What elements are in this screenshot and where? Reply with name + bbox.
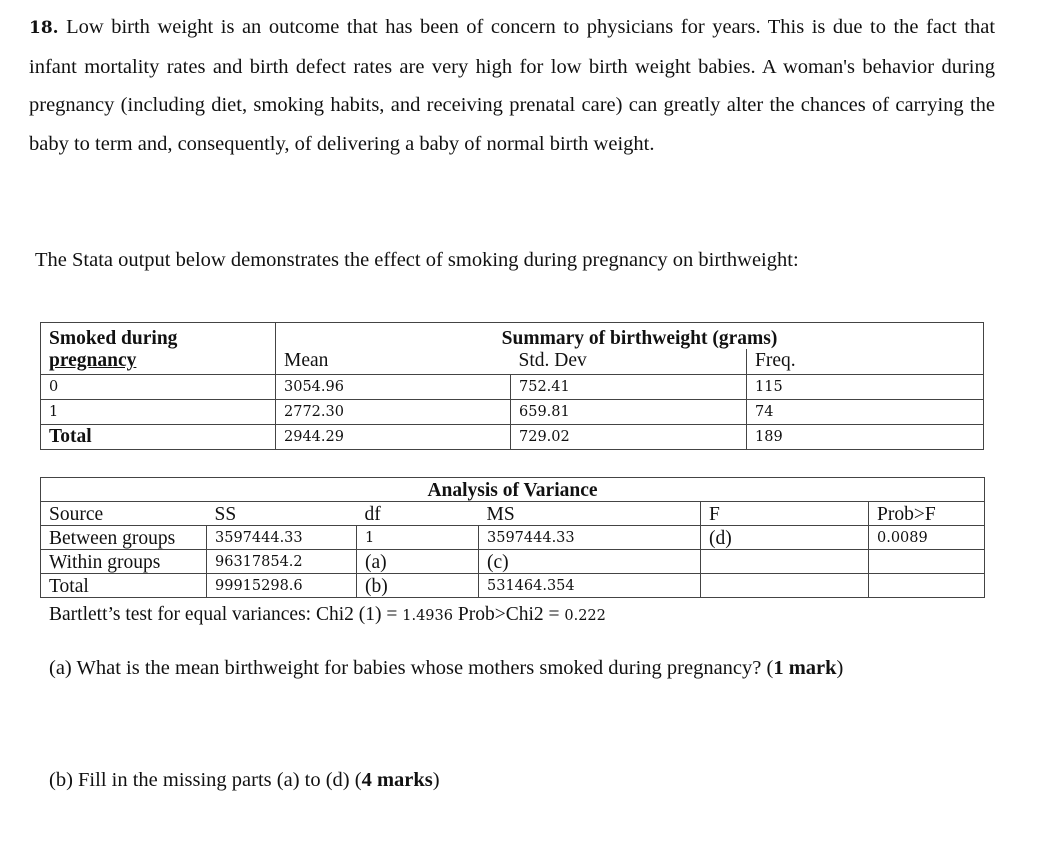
row-freq: 74 [747, 400, 984, 425]
part-a-close: ) [836, 657, 844, 679]
row-sd: 752.41 [511, 375, 747, 400]
col-sd-header: Std. Dev [511, 349, 747, 375]
anova-ms: (c) [479, 550, 701, 574]
row-group: 0 [41, 375, 276, 400]
anova-prob [869, 574, 985, 598]
part-a-text: (a) What is the mean birthweight for babies whose mothers smoked during pregnancy? ( [49, 657, 774, 679]
question-text: Low birth weight is an outcome that has been of concern to physicians for years. This is due to the fact that infant mortality rates and birth defect rates are very high for low birth weight babies. A woman's behavior during pregnancy (including diet, smoking habits, and receiving prenatal care) can greatly alter the chances of carrying the baby to term and, consequently, of delivering a baby of normal birth weight. [29, 16, 996, 155]
bartlett-prob: 0.222 [564, 608, 606, 624]
hdr-df: df [357, 502, 479, 526]
hdr-f: F [701, 502, 869, 526]
anova-ms: 531464.354 [479, 574, 701, 598]
row-mean: 2772.30 [276, 400, 511, 425]
summary-title: Summary of birthweight (grams) [276, 323, 984, 349]
hdr-prob: Prob>F [869, 502, 985, 526]
anova-ss: 99915298.6 [207, 574, 357, 598]
table-row [41, 526, 985, 550]
hdr-ss: SS [207, 502, 357, 526]
anova-prob [869, 550, 985, 574]
part-b-close: ) [432, 769, 440, 791]
row-sd: 659.81 [511, 400, 747, 425]
bartlett-test [49, 603, 606, 628]
anova-f [701, 574, 869, 598]
anova-ms: 3597444.33 [479, 526, 701, 550]
anova-table [40, 477, 985, 598]
bartlett-chi2: 1.4936 [402, 608, 453, 624]
col-mean-header: Mean [276, 349, 511, 375]
anova-title: Analysis of Variance [41, 478, 985, 502]
part-b-marks: 4 marks [361, 769, 433, 791]
anova-source: Between groups [41, 526, 207, 550]
table-row [41, 425, 984, 450]
row-group: Total [41, 425, 276, 450]
anova-source: Total [41, 574, 207, 598]
question-paragraph [29, 8, 995, 163]
row-mean: 3054.96 [276, 375, 511, 400]
anova-df: (b) [357, 574, 479, 598]
row-mean: 2944.29 [276, 425, 511, 450]
part-a-question [49, 657, 843, 680]
row-group: 1 [41, 400, 276, 425]
question-number: 18. [29, 18, 59, 38]
anova-source: Within groups [41, 550, 207, 574]
table-row [41, 550, 985, 574]
part-b-question [49, 769, 440, 792]
part-b-text: (b) Fill in the missing parts (a) to (d) ( [49, 769, 362, 791]
bartlett-label: Bartlett’s test for equal variances: Chi2 (1) = [49, 604, 403, 625]
row-freq: 189 [747, 425, 984, 450]
table-row [41, 375, 984, 400]
anova-df: 1 [357, 526, 479, 550]
hdr-source: Source [41, 502, 207, 526]
part-a-marks: 1 mark [773, 657, 837, 679]
anova-ss: 96317854.2 [207, 550, 357, 574]
anova-f [701, 550, 869, 574]
hdr-ms: MS [479, 502, 701, 526]
col-freq-header: Freq. [747, 349, 984, 375]
intro-text: The Stata output below demonstrates the effect of smoking during pregnancy on birthweight: [35, 249, 799, 271]
row-sd: 729.02 [511, 425, 747, 450]
anova-ss: 3597444.33 [207, 526, 357, 550]
anova-prob: 0.0089 [869, 526, 985, 550]
table-row [41, 400, 984, 425]
summary-table [40, 322, 984, 450]
row-freq: 115 [747, 375, 984, 400]
group-header-line2: pregnancy [41, 349, 276, 375]
group-header-line1: Smoked during [41, 323, 276, 349]
anova-df: (a) [357, 550, 479, 574]
table-row [41, 574, 985, 598]
anova-f: (d) [701, 526, 869, 550]
bartlett-prob-label: Prob>Chi2 = [452, 604, 565, 625]
